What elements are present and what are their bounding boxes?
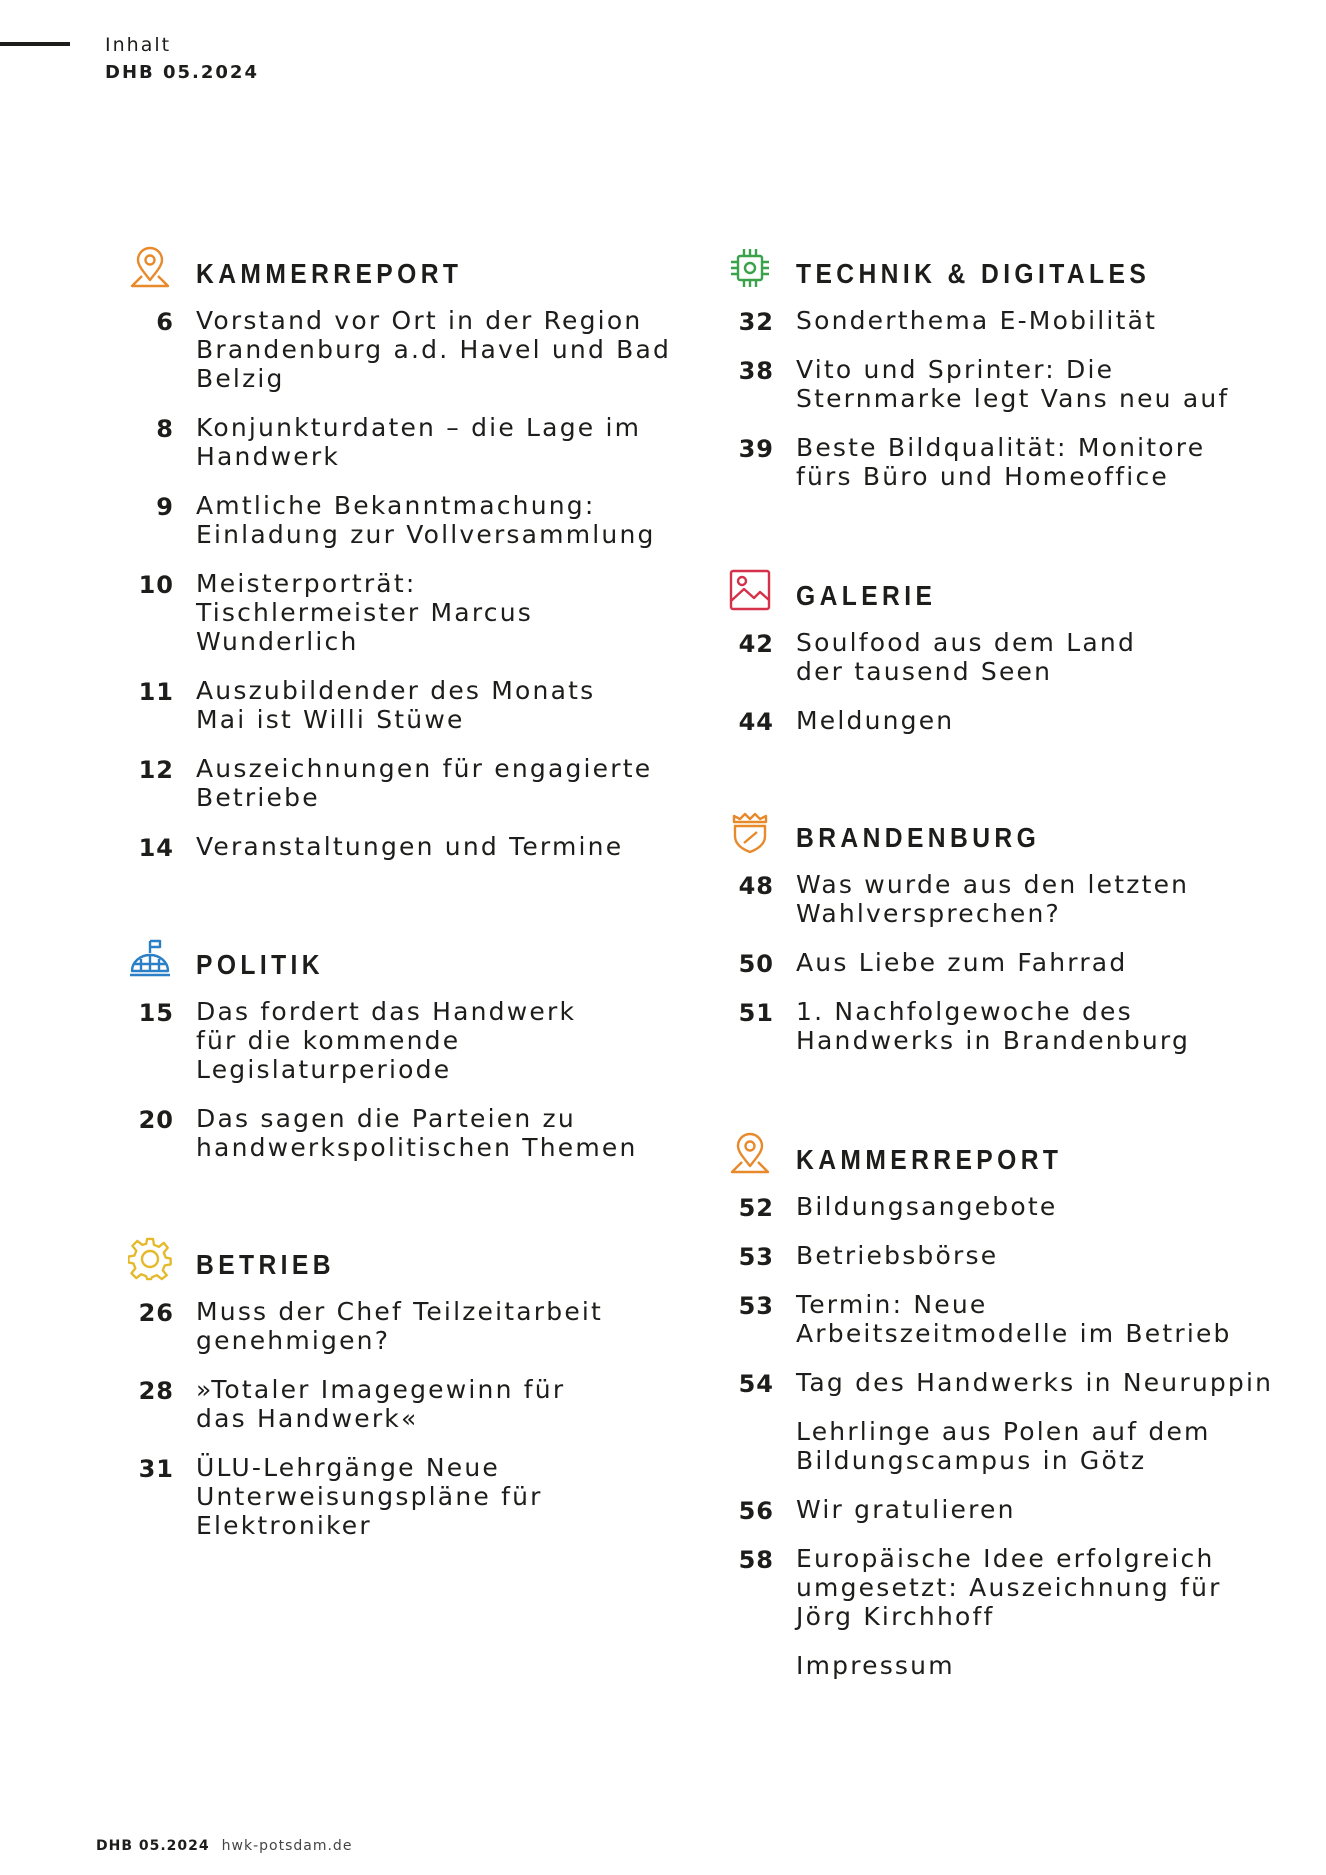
entry-title: Auszubildender des Monats Mai ist Willi Stüwe <box>196 676 596 734</box>
list-item[interactable] <box>128 306 688 393</box>
list-item[interactable] <box>728 1417 1308 1475</box>
section-politik <box>128 937 688 1162</box>
list-item[interactable] <box>128 1375 688 1433</box>
entry-list <box>728 870 1308 1055</box>
entry-title: Meisterporträt: Tischlermeister Marcus Wunderlich <box>196 569 533 656</box>
page-number: 42 <box>738 630 774 658</box>
list-item[interactable] <box>728 870 1308 928</box>
entry-title: Das sagen die Parteien zu handwerkspolitischen Themen <box>196 1104 638 1162</box>
list-item[interactable] <box>128 997 688 1084</box>
section-betrieb <box>128 1237 688 1540</box>
entry-title: Was wurde aus den letzten Wahlversprechen? <box>796 870 1190 928</box>
page-number: 48 <box>738 872 774 900</box>
gear-icon <box>128 1237 172 1281</box>
list-item[interactable] <box>728 706 1308 735</box>
page-number: 51 <box>738 999 774 1027</box>
section-brandenburg <box>728 810 1308 1055</box>
chip-icon <box>728 246 772 290</box>
list-item[interactable] <box>728 1544 1308 1631</box>
list-item[interactable] <box>728 997 1308 1055</box>
section-title: KAMMERREPORT <box>196 258 463 289</box>
list-item[interactable] <box>128 491 688 549</box>
section-technik-digitales <box>728 246 1308 491</box>
entry-title: ÜLU-Lehrgänge Neue Unterweisungspläne für Elektroniker <box>196 1453 543 1540</box>
list-item[interactable] <box>128 676 688 734</box>
footer-url[interactable]: hwk-potsdam.de <box>221 1838 353 1854</box>
page-number: 39 <box>738 435 774 463</box>
page-number: 14 <box>138 834 174 862</box>
entry-title: »Totaler Imagegewinn für das Handwerk« <box>196 1375 566 1433</box>
page-number: 10 <box>138 571 174 599</box>
page-number: 8 <box>156 415 174 443</box>
top-rule <box>0 42 70 46</box>
page-number: 20 <box>138 1106 174 1134</box>
entry-title: Das fordert das Handwerk für die kommende Legislaturperiode <box>196 997 577 1084</box>
list-item[interactable] <box>128 832 688 861</box>
location-pin-icon <box>728 1132 772 1176</box>
entry-title: Muss der Chef Teilzeitarbeit genehmigen? <box>196 1297 604 1355</box>
entry-title: Tag des Handwerks in Neuruppin <box>796 1368 1274 1397</box>
section-title: GALERIE <box>796 580 937 611</box>
entry-list <box>728 1192 1308 1680</box>
page-number: 12 <box>138 756 174 784</box>
page-footer <box>96 1838 352 1854</box>
entry-title: Konjunkturdaten – die Lage im Handwerk <box>196 413 642 471</box>
page-number: 44 <box>738 708 774 736</box>
entry-title: 1. Nachfolgewoche des Handwerks in Brandenburg <box>796 997 1191 1055</box>
entry-title: Betriebsbörse <box>796 1241 999 1270</box>
section-kammerreport-2 <box>728 1132 1308 1680</box>
entry-title: Auszeichnungen für engagierte Betriebe <box>196 754 653 812</box>
entry-list <box>128 306 688 861</box>
page-number: 52 <box>738 1194 774 1222</box>
list-item[interactable] <box>728 433 1308 491</box>
list-item[interactable] <box>728 1241 1308 1270</box>
page-number: 32 <box>738 308 774 336</box>
entry-title: Beste Bildqualität: Monitore fürs Büro und Homeoffice <box>796 433 1206 491</box>
section-title: BRANDENBURG <box>796 822 1041 853</box>
section-title: POLITIK <box>196 949 324 980</box>
list-item[interactable] <box>728 948 1308 977</box>
entry-list <box>728 306 1308 491</box>
list-item[interactable] <box>728 1290 1308 1348</box>
entry-list <box>128 1297 688 1540</box>
list-item[interactable] <box>128 754 688 812</box>
section-title: KAMMERREPORT <box>796 1144 1063 1175</box>
entry-title: Vorstand vor Ort in der Region Brandenburg a.d. Havel und Bad Belzig <box>196 306 672 393</box>
list-item[interactable] <box>128 413 688 471</box>
list-item[interactable] <box>728 1192 1308 1221</box>
footer-issue: DHB 05.2024 <box>96 1838 210 1854</box>
page-number: 53 <box>738 1292 774 1320</box>
list-item[interactable] <box>728 306 1308 335</box>
page-number: 26 <box>138 1299 174 1327</box>
entry-title: Vito und Sprinter: Die Sternmarke legt Vans neu auf <box>796 355 1230 413</box>
list-item[interactable] <box>128 1104 688 1162</box>
entry-title: Sonderthema E-Mobilität <box>796 306 1158 335</box>
page-number: 58 <box>738 1546 774 1574</box>
page-number: 54 <box>738 1370 774 1398</box>
entry-title: Bildungsangebote <box>796 1192 1058 1221</box>
location-pin-icon <box>128 246 172 290</box>
entry-title: Aus Liebe zum Fahrrad <box>796 948 1128 977</box>
list-item[interactable] <box>128 1453 688 1540</box>
page-number: 56 <box>738 1497 774 1525</box>
page-number: 15 <box>138 999 174 1027</box>
page-number: 28 <box>138 1377 174 1405</box>
page-number: 38 <box>738 357 774 385</box>
entry-title: Lehrlinge aus Polen auf dem Bildungscampus in Götz <box>796 1417 1211 1475</box>
page-number: 11 <box>138 678 174 706</box>
list-item[interactable] <box>728 1651 1308 1680</box>
list-item[interactable] <box>128 569 688 656</box>
entry-list <box>128 997 688 1162</box>
section-galerie <box>728 568 1308 735</box>
entry-title: Soulfood aus dem Land der tausend Seen <box>796 628 1137 686</box>
list-item[interactable] <box>728 1368 1308 1397</box>
page-number: 9 <box>156 493 174 521</box>
entry-title: Wir gratulieren <box>796 1495 1016 1524</box>
list-item[interactable] <box>728 1495 1308 1524</box>
section-title: TECHNIK & DIGITALES <box>796 258 1151 289</box>
crown-shield-icon <box>728 810 772 854</box>
parliament-flag-icon <box>128 937 172 981</box>
section-title: BETRIEB <box>196 1249 335 1280</box>
issue-label: DHB 05.2024 <box>105 62 259 83</box>
entry-title: Europäische Idee erfolgreich umgesetzt: Auszeichnung für Jörg Kirchhoff <box>796 1544 1222 1631</box>
entry-title: Termin: Neue Arbeitszeitmodelle im Betrieb <box>796 1290 1232 1348</box>
image-icon <box>728 568 772 612</box>
page-number: 50 <box>738 950 774 978</box>
entry-list <box>728 628 1308 735</box>
section-kammerreport <box>128 246 688 861</box>
entry-title: Meldungen <box>796 706 955 735</box>
page-number: 31 <box>138 1455 174 1483</box>
list-item[interactable] <box>128 1297 688 1355</box>
page-number: 6 <box>156 308 174 336</box>
entry-title: Veranstaltungen und Termine <box>196 832 624 861</box>
list-item[interactable] <box>728 355 1308 413</box>
page-section-label: Inhalt <box>105 34 172 56</box>
entry-title: Amtliche Bekanntmachung: Einladung zur Vollversammlung <box>196 491 656 549</box>
list-item[interactable] <box>728 628 1308 686</box>
entry-title: Impressum <box>796 1651 955 1680</box>
page-number: 53 <box>738 1243 774 1271</box>
